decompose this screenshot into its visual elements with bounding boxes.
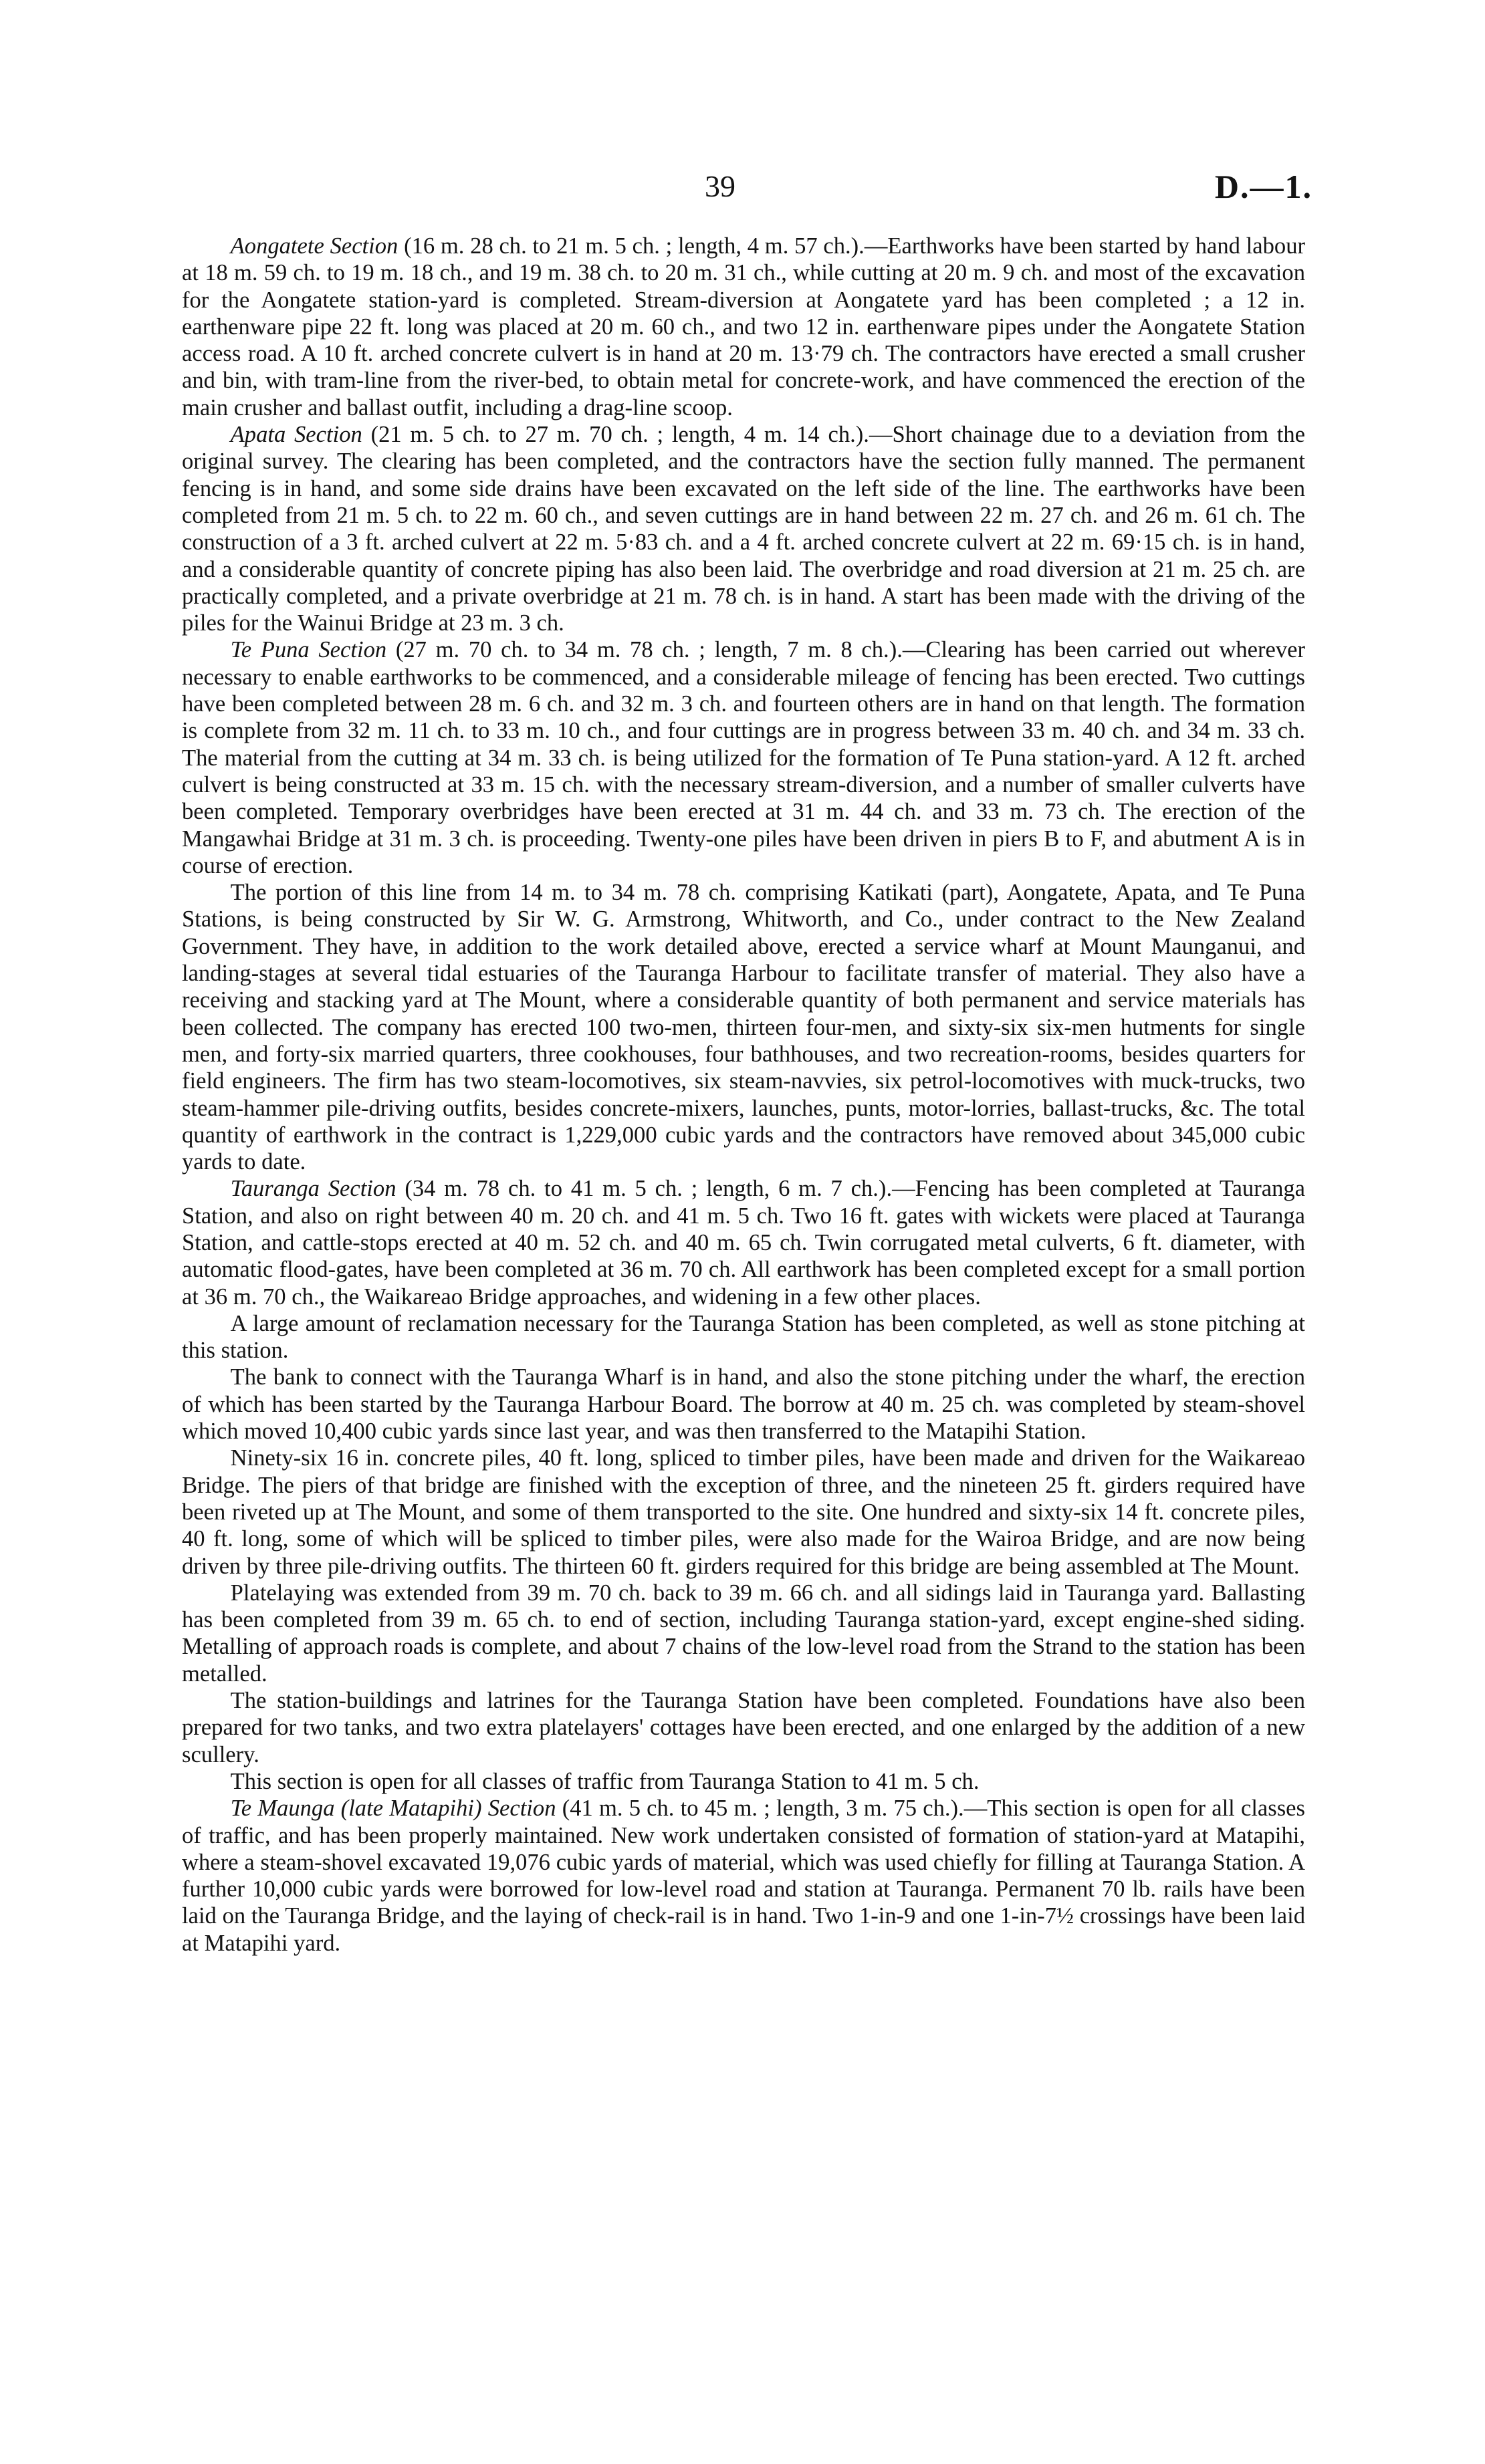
paragraph-te-puna-section [182,636,1305,879]
paragraph-text: (34 m. 78 ch. to 41 m. 5 ch. ; length, 6 m. 7 ch.).—Fencing has been completed at Tauranga Station, and also on right between 40 m. 20 ch. and 41 m. 5 ch. Two 16 ft. gates with wickets were placed at Tauranga Station, and cattle-stops erected at 40 m. 52 ch. and 40 m. 65 ch. Twin corrugated metal culverts, 6 ft. diameter, with automatic flood-gates, have been completed at 36 m. 70 ch. All earthwork has been completed except for a small portion at 36 m. 70 ch., the Waikareao Bridge approaches, and widening in a few other places. [182,1176,1305,1310]
paragraph-wharf-bank [182,1364,1305,1445]
section-title: Te Maunga (late Matapihi) Section [230,1796,556,1822]
paragraph-text: The station-buildings and latrines for the Tauranga Station have been completed. Foundations have also been prepared for two tanks, and two extra platelayers' cottages have been erected, and one enlarged by the addition of a new scullery. [182,1688,1305,1767]
paragraph-bridges [182,1445,1305,1579]
section-title: Te Puna Section [230,637,387,663]
paragraph-platelaying [182,1580,1305,1687]
body-text [182,233,1305,1957]
paragraph-text: (16 m. 28 ch. to 21 m. 5 ch. ; length, 4 m. 57 ch.).—Earthworks have been started by hand labour at 18 m. 59 ch. to 19 m. 18 ch., and 19 m. 38 ch. to 20 m. 31 ch., while cutting at 20 m. 9 ch. and most of the excavation for the Aongatete station-yard is completed. Stream-diversion at Aongatete yard has been completed ; a 12 in. earthenware pipe 22 ft. long was placed at 20 m. 60 ch., and two 12 in. earthenware pipes under the Aongatete Station access road. A 10 ft. arched concrete culvert is in hand at 20 m. 13·79 ch. The contractors have erected a small crusher and bin, with tram-line from the river-bed, to obtain metal for concrete-work, and have commenced the erection of the main crusher and ballast outfit, including a drag-line scoop. [182,233,1305,420]
paragraph-traffic-open [182,1768,1305,1795]
paragraph-text: Ninety-six 16 in. concrete piles, 40 ft. long, spliced to timber piles, have been made and driven for the Waikareao Bridge. The piers of that bridge are finished with the exception of three, and the nineteen 25 ft. girders required have been riveted up at The Mount, and some of them transported to the site. One hundred and sixty-six 14 ft. concrete piles, 40 ft. long, some of which will be spliced to timber piles, were also made for the Wairoa Bridge, and are now being driven by three pile-driving outfits. The thirteen 60 ft. girders required for this bridge are being assembled at The Mount. [182,1445,1305,1579]
document-reference: D.—1. [1214,168,1312,205]
page-number: 39 [705,169,735,203]
section-title: Aongatete Section [230,233,398,259]
paragraph-text: This section is open for all classes of traffic from Tauranga Station to 41 m. 5 ch. [230,1768,980,1794]
paragraph-text: A large amount of reclamation necessary for the Tauranga Station has been completed, as well as stone pitching at this station. [182,1310,1305,1364]
paragraph-text: Platelaying was extended from 39 m. 70 ch. back to 39 m. 66 ch. and all sidings laid in Tauranga yard. Ballasting has been completed from 39 m. 65 ch. to end of section, including Tauranga station-yard, except engine-shed siding. Metalling of approach roads is complete, and about 7 chains of the low-level road from the Strand to the station has been metalled. [182,1580,1305,1687]
paragraph-te-maunga-section [182,1795,1305,1957]
paragraph-tauranga-section [182,1175,1305,1310]
paragraph-text: The bank to connect with the Tauranga Wharf is in hand, and also the stone pitching under the wharf, the erection of which has been started by the Tauranga Harbour Board. The borrow at 40 m. 25 ch. was completed by steam-shovel which moved 10,400 cubic yards since last year, and was then transferred to the Matapihi Station. [182,1364,1305,1445]
paragraph-text: (41 m. 5 ch. to 45 m. ; length, 3 m. 75 ch.).—This section is open for all classes of traffic, and has been properly maintained. New work undertaken consisted of formation of station-yard at Matapihi, where a steam-shovel excavated 19,076 cubic yards of material, which was used chiefly for filling at Tauranga Station. A further 10,000 cubic yards were borrowed for low-level road and station at Tauranga. Permanent 70 lb. rails have been laid on the Tauranga Bridge, and the laying of check-rail is in hand. Two 1-in-9 and one 1-in-7½ crossings have been laid at Matapihi yard. [182,1796,1305,1956]
paragraph-text: (21 m. 5 ch. to 27 m. 70 ch. ; length, 4 m. 14 ch.).—Short chainage due to a deviation from the original survey. The clearing has been completed, and the contractors have the section fully manned. The permanent fencing is in hand, and some side drains have been excavated on the left side of the line. The earthworks have been completed from 21 m. 5 ch. to 22 m. 60 ch., and seven cuttings are in hand between 22 m. 27 ch. and 26 m. 61 ch. The construction of a 3 ft. arched culvert at 22 m. 5·83 ch. and a 4 ft. arched concrete culvert at 22 m. 69·15 ch. is in hand, and a considerable quantity of concrete piping has also been laid. The overbridge and road diversion at 21 m. 25 ch. are practically completed, and a private overbridge at 21 m. 78 ch. is in hand. A start has been made with the driving of the piles for the Wainui Bridge at 23 m. 3 ch. [182,422,1305,636]
paragraph-text: The portion of this line from 14 m. to 34 m. 78 ch. comprising Katikati (part), Aongatete, Apata, and Te Puna Stations, is being constructed by Sir W. G. Armstrong, Whitworth, and Co., under contract to the New Zealand Government. They have, in addition to the work detailed above, erected a service wharf at Mount Maunganui, and landing-stages at several tidal estuaries of the Tauranga Harbour to facilitate transfer of material. They also have a receiving and stacking yard at The Mount, where a considerable quantity of both permanent and service materials has been collected. The company has erected 100 two-men, thirteen four-men, and sixty-six six-men hutments for single men, and forty-six married quarters, three cookhouses, four bathhouses, and two recreation-rooms, besides quarters for field engineers. The firm has two steam-locomotives, six steam-navvies, six petrol-locomotives with muck-trucks, two steam-hammer pile-driving outfits, besides concrete-mixers, launches, punts, motor-lorries, ballast-trucks, &c. The total quantity of earthwork in the contract is 1,229,000 cubic yards and the contractors have removed about 345,000 cubic yards to date. [182,880,1305,1175]
section-title: Tauranga Section [230,1176,396,1202]
section-title: Apata Section [230,422,362,448]
paragraph-station-buildings [182,1687,1305,1768]
paragraph-apata-section [182,421,1305,636]
paragraph-reclamation [182,1310,1305,1364]
paragraph-aongatete-section [182,233,1305,421]
paragraph-contract-overview [182,879,1305,1175]
paragraph-text: (27 m. 70 ch. to 34 m. 78 ch. ; length, 7 m. 8 ch.).—Clearing has been carried out wherever necessary to enable earthworks to be commenced, and a considerable mileage of fencing has been erected. Two cuttings have been completed between 28 m. 6 ch. and 32 m. 3 ch. and fourteen others are in hand on that length. The formation is complete from 32 m. 11 ch. to 33 m. 10 ch., and four cuttings are in progress between 33 m. 40 ch. and 34 m. 33 ch. The material from the cutting at 34 m. 33 ch. is being utilized for the formation of Te Puna station-yard. A 12 ft. arched culvert is being constructed at 33 m. 15 ch. with the necessary stream-diversion, and a number of smaller culverts have been completed. Temporary overbridges have been erected at 31 m. 44 ch. and 33 m. 73 ch. The erection of the Mangawhai Bridge at 31 m. 3 ch. is proceeding. Twenty-one piles have been driven in piers B to F, and abutment A is in course of erection. [182,637,1305,878]
